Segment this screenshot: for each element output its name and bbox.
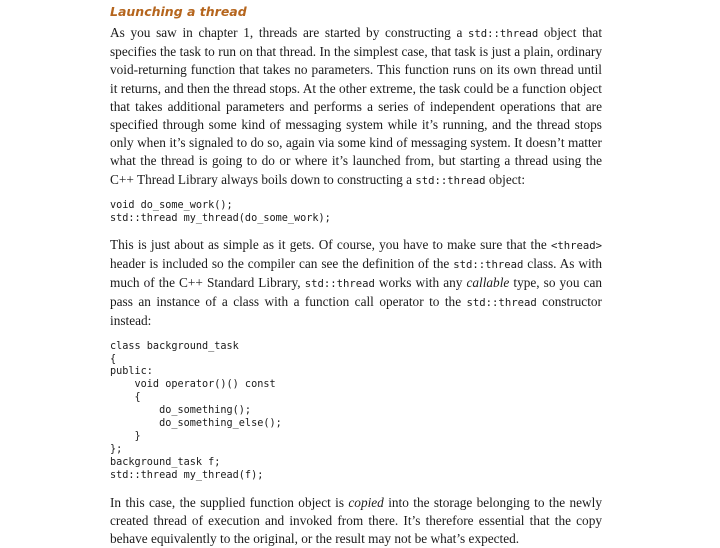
code-listing-simple: void do_some_work(); std::thread my_thread(do_some_work);: [110, 199, 331, 224]
inline-code: std::thread: [415, 174, 486, 187]
text-run: header is included so the compiler can see the definition of the: [110, 255, 454, 271]
code-listing-background-task: class background_task { public: void operator()() const { do_something(); do_something_else(); } }; background_task f; std::thread my_thread(f);: [110, 340, 282, 481]
section-heading: Launching a thread: [110, 4, 247, 19]
inline-code: std::thread: [468, 28, 539, 40]
text-run: object that specifies the task to run on that thread. In the simplest case, that task is just a plain, ordinary void-returning function that takes no parameters. This function runs on its own thread until it returns, and then the thread stops. At the other extreme, the task could be a function object that takes additional parameters and performs a series of independent operations that are specified through some kind of messaging system while it’s running, and the thread stops only when it’s signaled to do so, again via some kind of messaging system. It doesn’t matter what the thread is going to do or where it’s launched from, but starting a thread using the C++ Thread Library always boils down to constructing a: [110, 25, 603, 187]
inline-code: std::thread: [453, 258, 524, 271]
text-run: object:: [485, 171, 526, 187]
paragraph-intro: [110, 24, 602, 190]
text-run: works with any: [374, 275, 467, 291]
inline-code: std::thread: [304, 278, 375, 291]
text-run: This is just about as simple as it gets. Of course, you have to make sure that the: [110, 236, 551, 252]
text-run: As you saw in chapter 1, threads are started by constructing a: [110, 25, 469, 40]
text-run: into the storage belonging to the newly created thread of execution and invoked from there. It’s therefore essential that the copy behave equivalently to the original, or the result may not be what’s expected.: [110, 494, 602, 547]
emphasis-text: callable: [466, 275, 510, 291]
emphasis-text: copied: [348, 494, 384, 510]
text-run: constructor instead:: [110, 294, 602, 329]
paragraph-callable: [110, 236, 602, 331]
text-run: class. As with much of the C++ Standard Library,: [110, 255, 603, 291]
document-page: [110, 3, 602, 548]
inline-code: std::thread: [466, 297, 537, 310]
inline-code: <thread>: [550, 239, 602, 252]
text-run: type, so you can pass an instance of a class with a function call operator to the: [110, 275, 602, 310]
text-run: In this case, the supplied function object is: [110, 494, 349, 510]
